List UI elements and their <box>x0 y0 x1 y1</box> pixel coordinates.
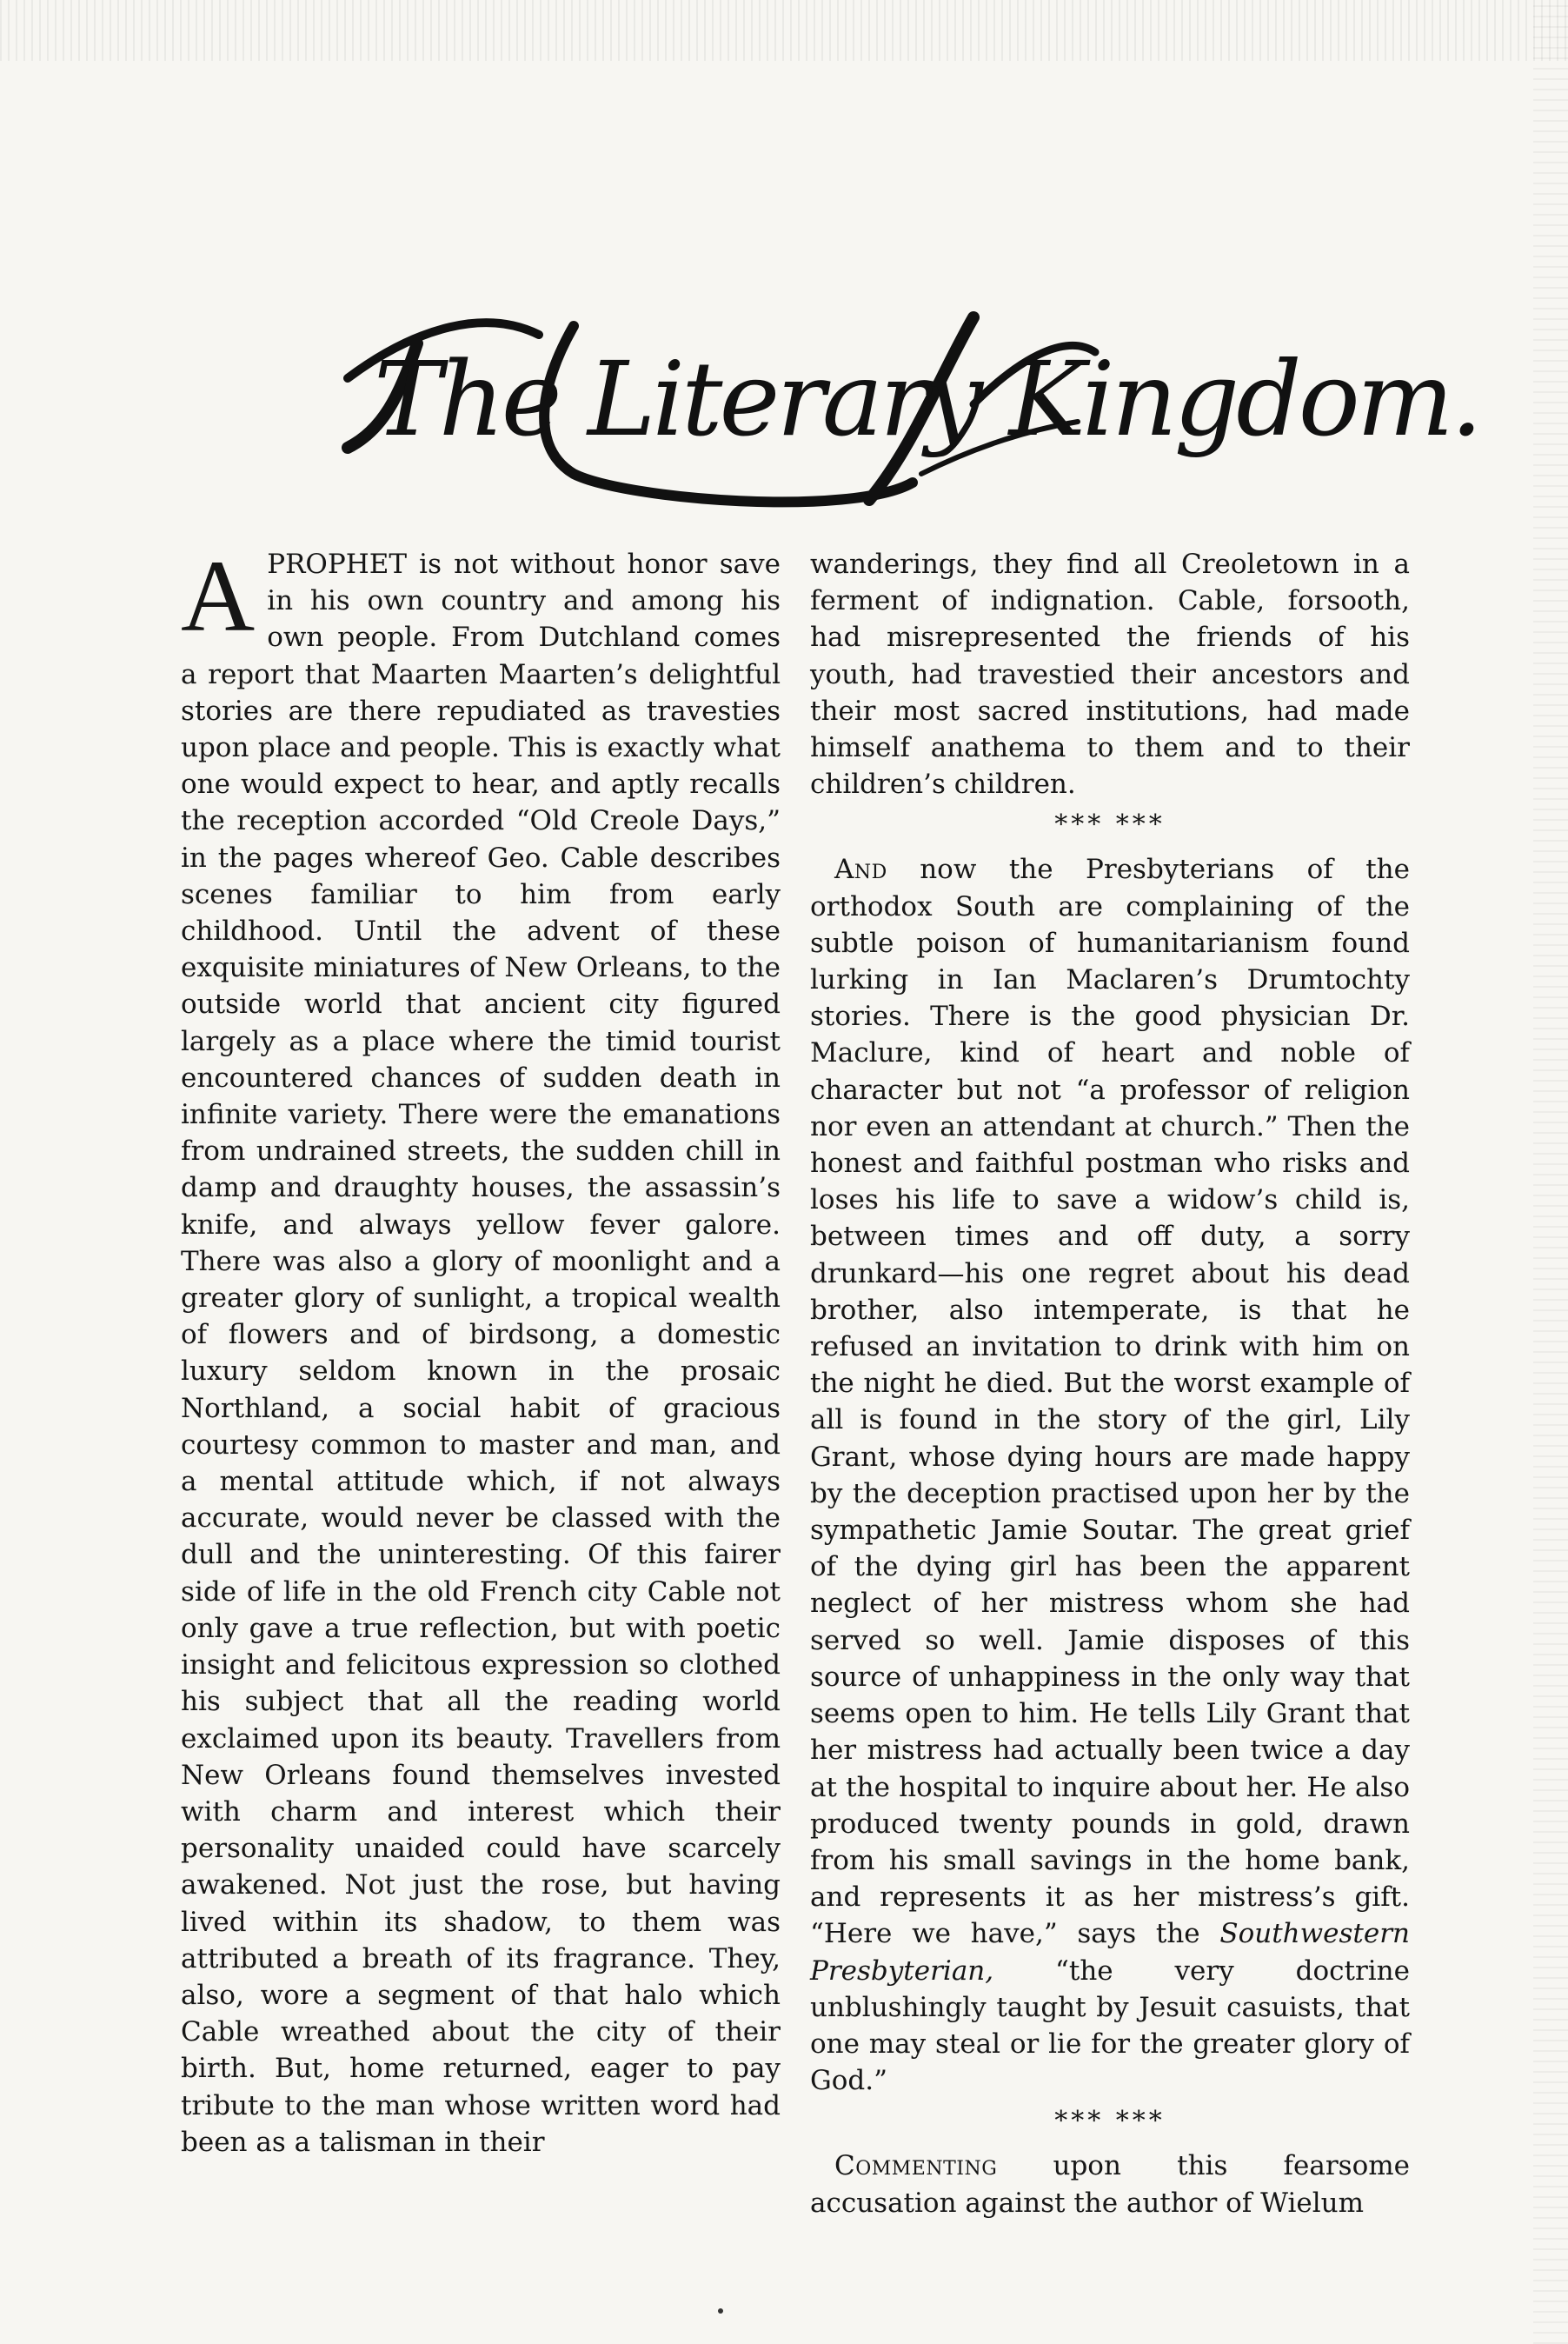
masthead-title <box>313 274 1480 535</box>
paragraph-body-2: upon this fearsome accusation against the author of Wielum <box>810 2150 1410 2219</box>
paragraph-lead-word: And <box>834 854 887 886</box>
section-asterism-2 <box>810 2101 1410 2142</box>
opening-paragraph <box>181 539 781 2161</box>
paragraph-quote: “the very doctrine unblushingly taught by Jesuit casuists, that one may steal or lie for the greater glory of God.” <box>810 1954 1410 2097</box>
masthead-title-text: The Literary Kingdom. <box>374 339 1480 459</box>
commenting-paragraph <box>810 2148 1410 2221</box>
left-column <box>181 539 781 2161</box>
right-column <box>810 546 1410 2221</box>
paragraph-body: now the Presbyterians of the orthodox South are complaining of the subtle poison of humanitarianism found lurking in Ian Maclaren’s Drumtochty stories. There is the good physician Dr. Maclure, kind of heart and noble of character but not “a professor of religion nor even an attendant at church.” Then the honest and faithful postman who risks and loses his life to save a widow’s child is, between times and off duty, a sorry drunkard—his one regret about his dead brother, also intemperate, is that he refused an invitation to drink with him on the night he died. But the worst example of all is found in the story of the girl, Lily Grant, whose dying hours are made happy by the deception practised upon her by the sympathetic Jamie Soutar. The great grief of the dying girl has been the apparent neglect of her mistress whom she had served so well. Jamie disposes of this source of unhappiness in the only way that seems open to him. He tells Lily Grant that her mistress had actually been twice a day at the hospital to inquire about her. He also produced twenty pounds in gold, drawn from his small savings in the home bank, and represents it as her mistress’s gift. “Here we have,” says the <box>810 854 1410 1950</box>
opening-paragraph-text: PROPHET is not without honor save in his own country and among his own people. From Dutchland comes a report that Maarten Maarten’s delightful stories are there repudiated as travesties upon place and people. This is exactly what one would expect to hear, and aptly recalls the reception accorded “Old Creole Days,” in the pages whereof Geo. Cable describes scenes familiar to him from early childhood. Until the advent of these exquisite miniatures of New Orleans, to the outside world that ancient city figured largely as a place where the timid tourist encountered chances of sudden death in infinite variety. There were the emanations from undrained streets, the sudden chill in damp and draughty houses, the assassin’s knife, and always yellow fever galore. There was also a glory of moonlight and a greater glory of sunlight, a tropical wealth of flowers and of birdsong, a domestic luxury seldom known in the prosaic Northland, a social habit of gracious courtesy common to master and man, and a mental attitude which, if not always accurate, would never be classed with the dull and the uninteresting. Of this fairer side of life in the old French city Cable not only gave a true reflection, but with poetic insight and felicitous expression so clothed his subject that all the reading world exclaimed upon its beauty. Travellers from New Orleans found themselves invested with charm and interest which their personality unaided could have scarcely awakened. Not just the rose, but having lived within its shadow, to them was attributed a breath of its fragrance. They, also, wore a segment of that halo which Cable wreathed about the city of their birth. But, home returned, eager to pay tribute to the man whose written word had been as a talisman in their <box>181 549 781 2158</box>
section-asterism <box>810 804 1410 846</box>
drop-cap: A <box>181 539 256 653</box>
periodical-title: Southwestern Presbyterian, <box>810 1918 1410 1987</box>
asterism-glyph-2: *** *** <box>1054 2106 1166 2137</box>
paragraph-lead-word-2: Commenting <box>834 2150 998 2182</box>
presbyterians-paragraph <box>810 851 1410 2099</box>
page-edge-speckle-right <box>1533 0 1568 2344</box>
page-edge-speckle <box>0 0 1568 61</box>
masthead-script-lettering <box>313 274 1480 535</box>
continued-paragraph: wanderings, they find all Creoletown in a ferment of indignation. Cable, forsooth, had misrepresented the friends of his youth, had travestied their ancestors and their most sacred institutions, had made himself anathema to them and to their children’s children. <box>810 549 1410 801</box>
ink-speck <box>718 2308 723 2314</box>
asterism-glyph: *** *** <box>1054 809 1166 841</box>
